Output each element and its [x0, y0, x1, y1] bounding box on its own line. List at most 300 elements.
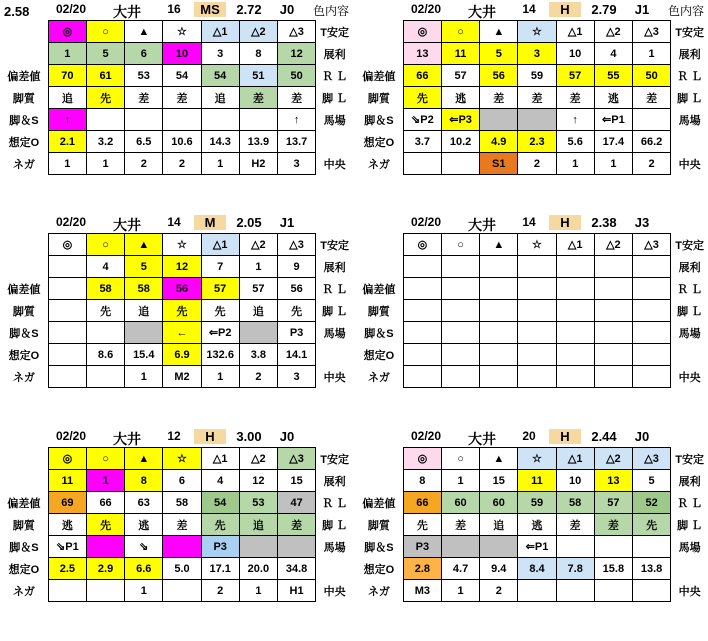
panel-12-cell-hensachi-2: 60: [480, 492, 518, 514]
panel-12: [355, 427, 708, 598]
panel-11-rowlabel-left-5: 想定O: [355, 344, 403, 366]
panel-8-cell-soteio-1: 8.6: [86, 344, 124, 366]
panel-7-tail: 色内容: [312, 4, 349, 18]
panel-8-cell-hensachi-5: 57: [239, 278, 277, 300]
panel-8-cell-ashi_s-2: [125, 322, 163, 344]
panel-10-cell-nega-0: [403, 153, 441, 175]
panel-11-header: [355, 213, 708, 233]
panel-8-cell-ashi_s-6: P3: [277, 322, 315, 344]
panel-10-tail: 色内容: [667, 4, 704, 18]
panel-9-cell-hensachi-6: 47: [277, 492, 315, 514]
panel-9-cell-soteio-6: 34.8: [277, 558, 315, 580]
panel-12-rowlabel-left-5: 想定O: [355, 558, 403, 580]
panel-7-cell-marks-4: △1: [201, 21, 239, 43]
panel-9-track: 大井: [113, 431, 141, 447]
panel-11-rowlabel-right-0: T安定: [671, 234, 708, 256]
panel-8-count: 14: [167, 215, 181, 229]
panel-7-rowlabel-right-1: 展利: [316, 43, 353, 65]
panel-9-cell-tanri-4: 4: [201, 470, 239, 492]
panel-9-cell-nega-3: [163, 580, 201, 602]
panel-10-cell-hensachi-6: 50: [632, 65, 670, 87]
table-row: [0, 109, 353, 131]
panel-9-cell-hensachi-0: 69: [48, 492, 86, 514]
panel-12-odds: 2.44: [591, 429, 617, 444]
panel-8-cell-hensachi-3: 56: [163, 278, 201, 300]
table-row: [0, 344, 353, 366]
panel-10-cell-hensachi-5: 55: [594, 65, 632, 87]
panel-9-cell-hensachi-5: 53: [239, 492, 277, 514]
panel-7-cell-ashi_s-3: [163, 109, 201, 131]
panel-12-cell-tanri-4: 10: [556, 470, 594, 492]
panel-12-rowlabel-right-3: 脚 Ｌ: [671, 514, 708, 536]
panel-11-cell-soteio-4: [556, 344, 594, 366]
panel-12-rowlabel-left-6: ネガ: [355, 580, 403, 602]
panel-8-date: 02/20: [55, 215, 87, 229]
panel-9-cell-marks-3: ☆: [163, 448, 201, 470]
panel-7-cell-marks-2: ▲: [125, 21, 163, 43]
panel-11-table: [355, 233, 708, 388]
panel-12-cell-hensachi-1: 60: [441, 492, 479, 514]
panel-8-cell-hensachi-0: [48, 278, 86, 300]
panel-8-rowlabel-left-0: [0, 234, 48, 256]
table-row: [355, 21, 708, 43]
panel-10-cell-tanri-3: 3: [518, 43, 556, 65]
panel-9-rowlabel-right-4: 馬場: [316, 536, 353, 558]
panel-7-cell-ashi_s-0: ↑: [48, 109, 86, 131]
panel-12-cell-marks-3: ☆: [518, 448, 556, 470]
panel-9-cell-tanri-3: 6: [163, 470, 201, 492]
panel-9-cell-nega-4: 2: [201, 580, 239, 602]
panel-8-cell-hensachi-1: 58: [86, 278, 124, 300]
panel-10-cell-hensachi-0: 66: [403, 65, 441, 87]
panel-12-cell-kyakushitsu-5: 差: [594, 514, 632, 536]
panel-7-cell-nega-3: 2: [163, 153, 201, 175]
panel-11-cell-hensachi-4: [556, 278, 594, 300]
panel-8-cell-marks-4: △1: [201, 234, 239, 256]
panel-12-cell-soteio-1: 4.7: [441, 558, 479, 580]
panel-10-rowlabel-right-4: 馬場: [671, 109, 708, 131]
table-row: [0, 536, 353, 558]
panel-10-cell-ashi_s-0: ⇘P2: [403, 109, 441, 131]
panel-7-cell-marks-1: ○: [86, 21, 124, 43]
panel-10-cell-marks-2: ▲: [480, 21, 518, 43]
panel-12-rowlabel-left-4: 脚＆S: [355, 536, 403, 558]
panel-11-cell-nega-2: [480, 366, 518, 388]
panel-9-rowlabel-left-0: [0, 448, 48, 470]
panel-9-table: [0, 447, 353, 602]
panel-9-cell-ashi_s-1: [86, 536, 124, 558]
panel-9-cell-nega-2: 1: [125, 580, 163, 602]
panel-10-cell-ashi_s-3: [518, 109, 556, 131]
panel-7-cell-marks-0: ◎: [48, 21, 86, 43]
panel-9-code: J0: [279, 429, 295, 444]
panel-10-cell-kyakushitsu-0: 先: [403, 87, 441, 109]
panel-11-cell-ashi_s-4: [556, 322, 594, 344]
panel-7-rowlabel-right-2: Ｒ Ｌ: [316, 65, 353, 87]
panel-12-rowlabel-left-0: [355, 448, 403, 470]
panel-8-rowlabel-right-5: [316, 344, 353, 366]
panel-12-cell-ashi_s-0: P3: [403, 536, 441, 558]
panel-10-cell-hensachi-2: 56: [480, 65, 518, 87]
panel-10-header: [355, 0, 708, 20]
panel-9-cell-nega-1: [86, 580, 124, 602]
panel-10-rowlabel-left-3: 脚質: [355, 87, 403, 109]
panel-12-cell-tanri-3: 11: [518, 470, 556, 492]
panel-12-cell-kyakushitsu-1: 差: [441, 514, 479, 536]
panel-10-cell-kyakushitsu-1: 逃: [441, 87, 479, 109]
panel-7-rowlabel-left-3: 脚質: [0, 87, 48, 109]
panel-8-cell-soteio-2: 15.4: [125, 344, 163, 366]
panel-9-cell-tanri-1: 1: [86, 470, 124, 492]
panel-11-cell-tanri-3: [518, 256, 556, 278]
panel-8: [0, 213, 353, 384]
panel-8-rowlabel-left-2: 偏差値: [0, 278, 48, 300]
panel-9-cell-soteio-5: 20.0: [239, 558, 277, 580]
panel-11-cell-ashi_s-3: [518, 322, 556, 344]
panel-8-cell-nega-1: [86, 366, 124, 388]
panel-11-cell-marks-5: △2: [594, 234, 632, 256]
panel-7-cell-kyakushitsu-2: 差: [125, 87, 163, 109]
panel-8-cell-tanri-3: 12: [163, 256, 201, 278]
panel-10-rowlabel-left-5: 想定O: [355, 131, 403, 153]
panel-11-cell-ashi_s-2: [480, 322, 518, 344]
panel-9-cell-kyakushitsu-2: 逃: [125, 514, 163, 536]
panel-7-code: J0: [279, 2, 295, 17]
panel-10-rowlabel-left-1: [355, 43, 403, 65]
panel-12-cell-hensachi-0: 66: [403, 492, 441, 514]
panel-8-cell-nega-2: 1: [125, 366, 163, 388]
panel-8-cell-ashi_s-4: ⇐P2: [201, 322, 239, 344]
table-row: [0, 558, 353, 580]
table-row: [355, 366, 708, 388]
panel-8-cell-marks-0: ◎: [48, 234, 86, 256]
panel-7-cell-nega-4: 1: [201, 153, 239, 175]
table-row: [0, 322, 353, 344]
panel-8-rowlabel-left-6: ネガ: [0, 366, 48, 388]
panel-7-cell-tanri-5: 8: [239, 43, 277, 65]
panel-12-date: 02/20: [410, 429, 442, 443]
panel-12-cell-marks-6: △3: [632, 448, 670, 470]
panel-11-cell-marks-0: ◎: [403, 234, 441, 256]
panel-11-cell-kyakushitsu-2: [480, 300, 518, 322]
panel-10-odds: 2.79: [591, 2, 617, 17]
panel-8-rowlabel-right-2: Ｒ Ｌ: [316, 278, 353, 300]
panel-9-cell-hensachi-2: 63: [125, 492, 163, 514]
panel-8-cell-nega-3: M2: [163, 366, 201, 388]
panel-7-rowlabel-left-1: [0, 43, 48, 65]
panel-12-cell-marks-2: ▲: [480, 448, 518, 470]
panel-8-cell-kyakushitsu-6: 先: [277, 300, 315, 322]
panel-7-cell-hensachi-3: 54: [163, 65, 201, 87]
panel-11-cell-tanri-6: [632, 256, 670, 278]
panel-11-rowlabel-right-1: 展利: [671, 256, 708, 278]
panel-11-rowlabel-left-6: ネガ: [355, 366, 403, 388]
panel-8-cell-kyakushitsu-5: 追: [239, 300, 277, 322]
panel-9-cell-marks-1: ○: [86, 448, 124, 470]
panel-12-cell-marks-0: ◎: [403, 448, 441, 470]
panel-8-rowlabel-left-4: 脚＆S: [0, 322, 48, 344]
panel-9-rowlabel-left-1: [0, 470, 48, 492]
panel-10-table: [355, 20, 708, 175]
panel-12-rowlabel-right-5: [671, 558, 708, 580]
panel-12-cell-nega-2: 2: [480, 580, 518, 602]
table-row: [355, 43, 708, 65]
panel-11-cell-nega-4: [556, 366, 594, 388]
panel-12-cell-tanri-5: 13: [594, 470, 632, 492]
panel-9-cell-soteio-1: 2.9: [86, 558, 124, 580]
panel-7-cell-nega-0: 1: [48, 153, 86, 175]
panel-12-cell-nega-6: [632, 580, 670, 602]
panel-12-cell-soteio-4: 7.8: [556, 558, 594, 580]
panel-8-cell-marks-3: ☆: [163, 234, 201, 256]
panel-10-cell-tanri-5: 4: [594, 43, 632, 65]
panel-9-cell-marks-4: △1: [201, 448, 239, 470]
panel-10-cell-tanri-2: 5: [480, 43, 518, 65]
panel-11-rowlabel-right-4: 馬場: [671, 322, 708, 344]
panel-10-cell-nega-6: 2: [632, 153, 670, 175]
panel-8-cell-kyakushitsu-3: 先: [163, 300, 201, 322]
panel-12-cell-ashi_s-5: [594, 536, 632, 558]
table-row: [355, 278, 708, 300]
panel-8-cell-hensachi-2: 58: [125, 278, 163, 300]
panel-7-cell-ashi_s-6: ↑: [277, 109, 315, 131]
panel-11-cell-soteio-5: [594, 344, 632, 366]
panel-10-cell-marks-3: ☆: [518, 21, 556, 43]
panel-10-cell-tanri-4: 10: [556, 43, 594, 65]
panel-7-cell-nega-2: 2: [125, 153, 163, 175]
panel-9-cell-marks-5: △2: [239, 448, 277, 470]
table-row: [0, 470, 353, 492]
panel-9-cell-ashi_s-2: ⇘: [125, 536, 163, 558]
panel-8-cell-kyakushitsu-2: 追: [125, 300, 163, 322]
panel-11-cell-soteio-2: [480, 344, 518, 366]
panel-9-header: [0, 427, 353, 447]
panel-10-cell-soteio-1: 10.2: [441, 131, 479, 153]
panel-11-rowlabel-right-3: 脚 Ｌ: [671, 300, 708, 322]
panel-10-track: 大井: [468, 4, 496, 20]
panel-11-grade: H: [549, 215, 581, 230]
panel-8-header: [0, 213, 353, 233]
panel-9-cell-nega-0: [48, 580, 86, 602]
panel-12-cell-ashi_s-6: [632, 536, 670, 558]
panel-11-cell-hensachi-0: [403, 278, 441, 300]
panel-11-cell-soteio-3: [518, 344, 556, 366]
panel-10-cell-nega-4: 1: [556, 153, 594, 175]
panel-7-cell-tanri-3: 10: [163, 43, 201, 65]
panel-8-cell-ashi_s-0: [48, 322, 86, 344]
panel-7-cell-soteio-4: 14.3: [201, 131, 239, 153]
panel-8-cell-tanri-4: 7: [201, 256, 239, 278]
panel-10-code: J1: [634, 2, 650, 17]
panel-11-rowlabel-left-2: 偏差値: [355, 278, 403, 300]
panel-9-date: 02/20: [55, 429, 87, 443]
panel-8-cell-kyakushitsu-1: 先: [86, 300, 124, 322]
panel-10-grade: H: [549, 2, 581, 17]
panel-11-cell-kyakushitsu-6: [632, 300, 670, 322]
panel-7-rowlabel-left-4: 脚＆S: [0, 109, 48, 131]
table-row: [0, 448, 353, 470]
panel-12-cell-tanri-1: 1: [441, 470, 479, 492]
panel-12-cell-kyakushitsu-0: 先: [403, 514, 441, 536]
table-row: [0, 278, 353, 300]
panel-9-cell-ashi_s-5: [239, 536, 277, 558]
panel-8-cell-tanri-6: 9: [277, 256, 315, 278]
panel-12-cell-ashi_s-2: [480, 536, 518, 558]
panel-11-cell-marks-4: △1: [556, 234, 594, 256]
panel-10-cell-marks-5: △2: [594, 21, 632, 43]
panel-10-cell-marks-4: △1: [556, 21, 594, 43]
table-row: [0, 43, 353, 65]
panel-12-cell-soteio-2: 9.4: [480, 558, 518, 580]
panel-9-rowlabel-right-3: 脚 Ｌ: [316, 514, 353, 536]
panel-12-code: J0: [634, 429, 650, 444]
panel-8-cell-tanri-2: 5: [125, 256, 163, 278]
panel-8-rowlabel-left-3: 脚質: [0, 300, 48, 322]
panel-7-rowlabel-right-0: T安定: [316, 21, 353, 43]
panel-9-cell-kyakushitsu-4: 先: [201, 514, 239, 536]
panel-8-table: [0, 233, 353, 388]
panel-11-track: 大井: [468, 217, 496, 233]
panel-10-cell-marks-0: ◎: [403, 21, 441, 43]
panel-10-cell-tanri-0: 13: [403, 43, 441, 65]
panel-7-cell-kyakushitsu-3: 差: [163, 87, 201, 109]
panel-10-rowlabel-right-6: 中央: [671, 153, 708, 175]
panel-7-cell-kyakushitsu-6: 差: [277, 87, 315, 109]
panel-10-cell-soteio-0: 3.7: [403, 131, 441, 153]
panel-10-cell-soteio-6: 66.2: [632, 131, 670, 153]
panel-9-cell-soteio-2: 6.6: [125, 558, 163, 580]
panel-12-cell-hensachi-6: 52: [632, 492, 670, 514]
panel-9-count: 12: [167, 429, 181, 443]
panel-11-cell-kyakushitsu-5: [594, 300, 632, 322]
panel-11-rowlabel-right-2: Ｒ Ｌ: [671, 278, 708, 300]
panel-10-cell-soteio-5: 17.4: [594, 131, 632, 153]
panel-9-cell-kyakushitsu-6: 差: [277, 514, 315, 536]
table-row: [0, 153, 353, 175]
panel-7-cell-tanri-4: 3: [201, 43, 239, 65]
panel-8-rowlabel-left-5: 想定O: [0, 344, 48, 366]
table-row: [355, 448, 708, 470]
panel-8-cell-kyakushitsu-4: 先: [201, 300, 239, 322]
panel-10-cell-ashi_s-2: [480, 109, 518, 131]
panel-8-cell-tanri-0: [48, 256, 86, 278]
panel-12-cell-nega-3: [518, 580, 556, 602]
panel-7-cell-tanri-6: 12: [277, 43, 315, 65]
panel-11-cell-tanri-5: [594, 256, 632, 278]
panel-7-cell-nega-5: H2: [239, 153, 277, 175]
panel-9-cell-kyakushitsu-0: 逃: [48, 514, 86, 536]
panel-9-cell-tanri-0: 11: [48, 470, 86, 492]
table-row: [355, 492, 708, 514]
panel-7-cell-kyakushitsu-0: 追: [48, 87, 86, 109]
panel-8-cell-soteio-4: 132.6: [201, 344, 239, 366]
panel-9-rowlabel-right-2: Ｒ Ｌ: [316, 492, 353, 514]
panel-10-cell-kyakushitsu-3: 差: [518, 87, 556, 109]
panel-9-rowlabel-right-5: [316, 558, 353, 580]
panel-7-cell-nega-1: 1: [86, 153, 124, 175]
table-row: [355, 131, 708, 153]
panel-12-cell-hensachi-4: 58: [556, 492, 594, 514]
panel-12-rowlabel-right-0: T安定: [671, 448, 708, 470]
panel-9-rowlabel-right-0: T安定: [316, 448, 353, 470]
panel-7-rowlabel-right-3: 脚 Ｌ: [316, 87, 353, 109]
panel-7-rowlabel-left-2: 偏差値: [0, 65, 48, 87]
panel-12-cell-nega-0: M3: [403, 580, 441, 602]
panel-11-cell-tanri-1: [441, 256, 479, 278]
panel-10-cell-nega-5: 1: [594, 153, 632, 175]
panel-11-cell-marks-6: △3: [632, 234, 670, 256]
panel-7-cell-hensachi-5: 51: [239, 65, 277, 87]
panel-9-cell-hensachi-1: 66: [86, 492, 124, 514]
table-row: [355, 470, 708, 492]
panel-10-rowlabel-right-2: Ｒ Ｌ: [671, 65, 708, 87]
panel-7-count: 16: [167, 2, 181, 16]
panel-7: [0, 0, 353, 171]
panel-7-cell-soteio-0: 2.1: [48, 131, 86, 153]
panel-7-rowlabel-right-6: 中央: [316, 153, 353, 175]
panel-9-rowlabel-left-6: ネガ: [0, 580, 48, 602]
panel-12-cell-ashi_s-4: [556, 536, 594, 558]
panel-11-cell-hensachi-3: [518, 278, 556, 300]
panel-12-cell-nega-1: 1: [441, 580, 479, 602]
panel-12-rowlabel-right-4: 馬場: [671, 536, 708, 558]
panel-8-cell-nega-0: [48, 366, 86, 388]
table-row: [0, 256, 353, 278]
panel-10-rowlabel-right-5: [671, 131, 708, 153]
panel-8-cell-hensachi-4: 57: [201, 278, 239, 300]
panel-8-cell-marks-5: △2: [239, 234, 277, 256]
panel-8-cell-ashi_s-3: ←: [163, 322, 201, 344]
panel-8-cell-tanri-1: 4: [86, 256, 124, 278]
panel-7-cell-hensachi-6: 50: [277, 65, 315, 87]
panel-12-track: 大井: [468, 431, 496, 447]
panel-7-cell-kyakushitsu-5: 差: [239, 87, 277, 109]
panel-11-cell-marks-2: ▲: [480, 234, 518, 256]
panel-11-count: 14: [522, 215, 536, 229]
panel-9-rowlabel-right-6: 中央: [316, 580, 353, 602]
panel-9-cell-ashi_s-3: [163, 536, 201, 558]
panel-12-cell-soteio-3: 8.4: [518, 558, 556, 580]
panel-12-cell-tanri-6: 5: [632, 470, 670, 492]
panel-11-odds: 2.38: [591, 215, 617, 230]
panel-11-date: 02/20: [410, 215, 442, 229]
panel-8-cell-soteio-3: 6.9: [163, 344, 201, 366]
panel-12-rowlabel-right-2: Ｒ Ｌ: [671, 492, 708, 514]
panel-10-rowlabel-left-0: [355, 21, 403, 43]
panel-12-cell-hensachi-5: 57: [594, 492, 632, 514]
panel-12-header: [355, 427, 708, 447]
panel-10-cell-kyakushitsu-4: 差: [556, 87, 594, 109]
panel-7-date: 02/20: [55, 2, 87, 16]
panel-11-cell-kyakushitsu-0: [403, 300, 441, 322]
panel-8-rowlabel-left-1: [0, 256, 48, 278]
table-row: [355, 300, 708, 322]
panel-10-cell-soteio-4: 5.6: [556, 131, 594, 153]
panel-12-cell-soteio-6: 13.8: [632, 558, 670, 580]
panel-9-grade: H: [194, 429, 226, 444]
panel-10-cell-nega-2: S1: [480, 153, 518, 175]
panel-10-cell-nega-1: [441, 153, 479, 175]
panel-9-cell-soteio-0: 2.5: [48, 558, 86, 580]
table-row: [355, 514, 708, 536]
panel-9-odds: 3.00: [236, 429, 262, 444]
panel-12-rowlabel-left-1: [355, 470, 403, 492]
panel-11-cell-marks-1: ○: [441, 234, 479, 256]
table-row: [0, 580, 353, 602]
panel-11-cell-hensachi-2: [480, 278, 518, 300]
panel-10-cell-tanri-1: 11: [441, 43, 479, 65]
panel-7-cell-tanri-0: 1: [48, 43, 86, 65]
